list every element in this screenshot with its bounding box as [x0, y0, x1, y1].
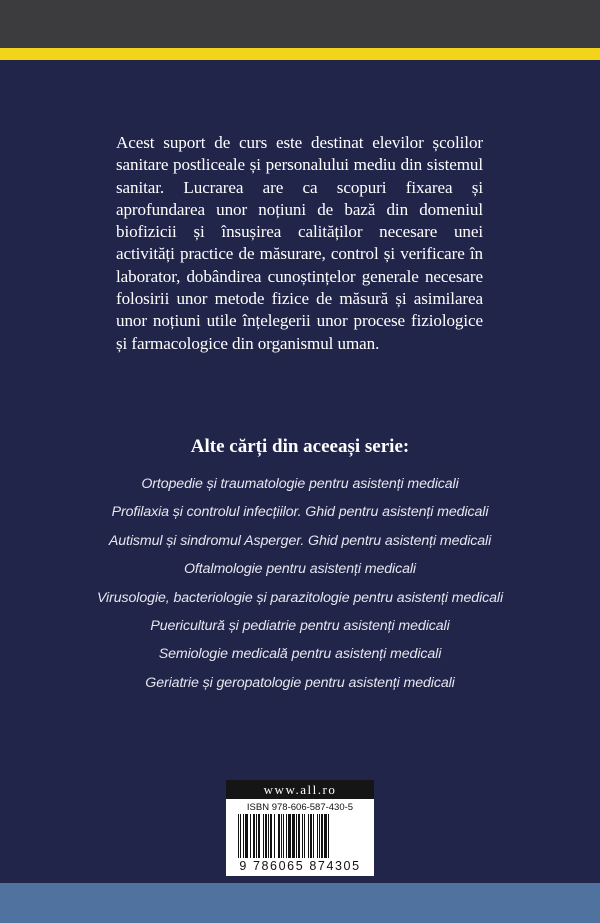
series-title: Puericultură și pediatrie pentru asistenți medicali [150, 617, 450, 634]
series-title: Profilaxia și controlul infecțiilor. Ghid pentru asistenți medicali [111, 504, 489, 521]
series-title: Semiologie medicală pentru asistenți medicali [158, 646, 442, 663]
isbn-digits: 9 786065 874305 [239, 859, 361, 873]
publisher-url: www.all.ro [226, 780, 374, 799]
series-title: Geriatrie și geropatologie pentru asistenți medicali [145, 674, 455, 691]
isbn-label: ISBN 978-606-587-430-5 [246, 802, 354, 813]
barcode-icon [238, 814, 364, 858]
series-title: Ortopedie și traumatologie pentru asistenți medicali [141, 476, 459, 492]
bottom-band [0, 883, 600, 923]
series-heading: Alte cărți din aceeași serie: [190, 436, 410, 457]
series-title: Autismul și sindromul Asperger. Ghid pentru asistenți medicali [108, 532, 492, 549]
yellow-stripe [0, 48, 600, 60]
series-title: Oftalmologie pentru asistenți medicali [184, 561, 416, 578]
top-band [0, 0, 600, 48]
book-description: Acest suport de curs este destinat elevilor școlilor sanitare postliceale și personalului mediu din sistemul sanitar. Lucrarea are ca scopuri fixarea și aprofundarea unor noțiuni de bază din domeniul biofizicii și însușirea calităților necesare unei activități practice de măsurare, control și verificare în laborator, dobândirea cunoștințelor generale necesare folosirii unor metode fizice de măsură și asimilarea unor noțiuni utile înțelegerii unor procese fiziologice și farmacologice din organismul uman. [116, 133, 483, 353]
barcode-box [226, 799, 374, 876]
series-list [0, 470, 600, 697]
series-title: Virusologie, bacteriologie și parazitologie pentru asistenți medicali [96, 589, 504, 606]
